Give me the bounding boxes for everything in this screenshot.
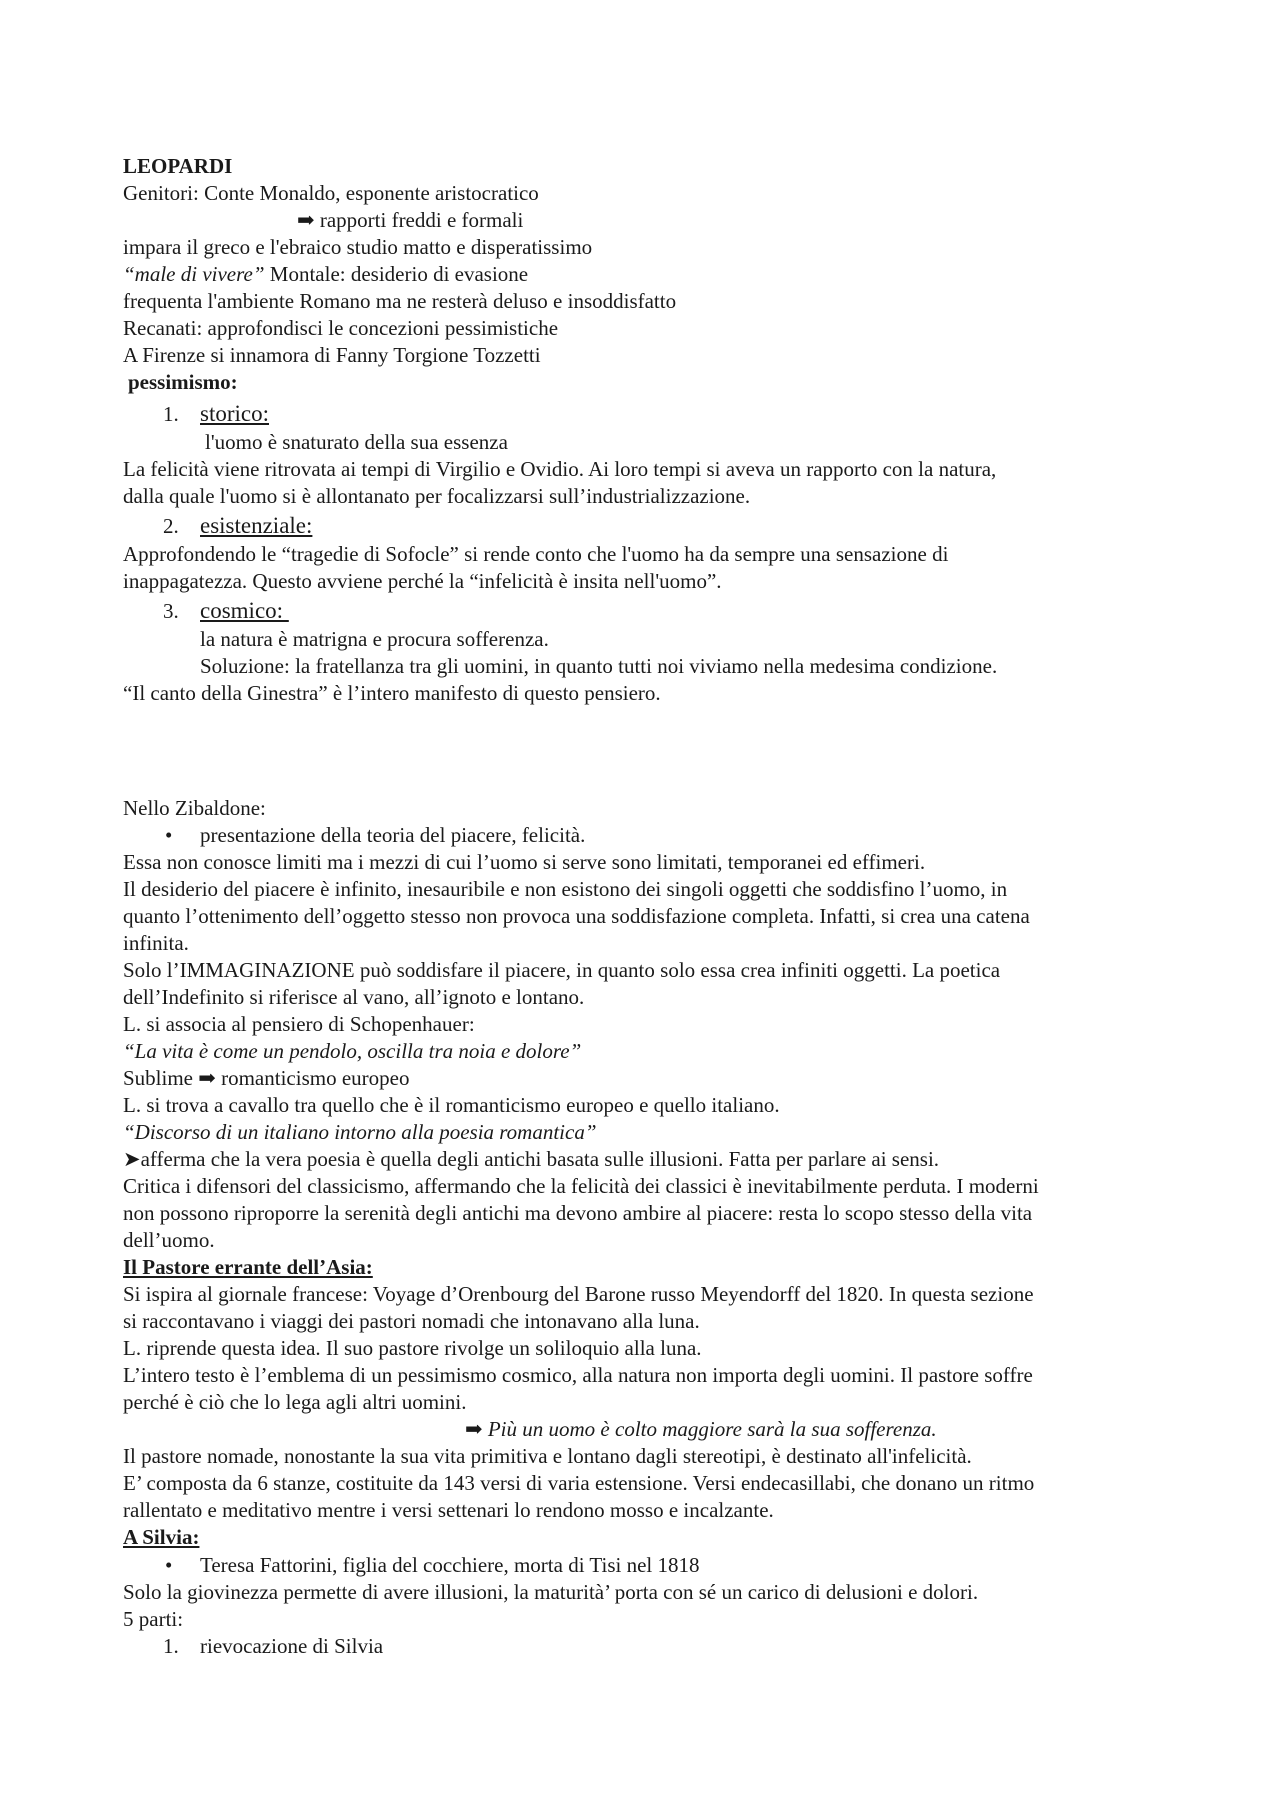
text-line: Soluzione: la fratellanza tra gli uomini, in quanto tutti noi viviamo nella medesima condizione. [200,654,998,678]
text-line: L. riprende questa idea. Il suo pastore rivolge un soliloquio alla luna. [123,1336,702,1360]
text-line: Il desiderio del piacere è infinito, inesauribile e non esistono dei singoli oggetti che soddisfino l’uomo, in [123,877,1008,901]
text-line: l'uomo è snaturato della sua essenza [205,430,508,454]
text-line: dell’Indefinito si riferisce al vano, all’ignoto e lontano. [123,985,585,1009]
text-line: L. si trova a cavallo tra quello che è il romanticismo europeo e quello italiano. [123,1093,780,1117]
text-line: si raccontavano i viaggi dei pastori nomadi che intonavano alla luna. [123,1309,700,1333]
arrow-icon: ➡ [465,1417,488,1441]
bullet-text: presentazione della teoria del piacere, felicità. [200,823,586,847]
list-number: 1. [163,402,179,426]
section-heading: A Silvia: [123,1525,200,1549]
list-number: 1. [163,1634,179,1658]
text-line: A Firenze si innamora di Fanny Torgione Tozzetti [123,343,541,367]
text-line: Genitori: Conte Monaldo, esponente aristocratico [123,181,539,205]
bullet-icon: • [165,823,173,847]
text-line: Approfondendo le “tragedie di Sofocle” si rende conto che l'uomo ha da sempre una sensazione di [123,542,949,566]
text-line: L. si associa al pensiero di Schopenhauer: [123,1012,475,1036]
text-line: perché è ciò che lo lega agli altri uomini. [123,1390,467,1414]
text-line: impara il greco e l'ebraico studio matto e disperatissimo [123,235,593,259]
text-line: non possono riproporre la serenità degli antichi ma devono ambire al piacere: resta lo scopo stesso della vita [123,1201,1033,1225]
text-line: dalla quale l'uomo si è allontanato per focalizzarsi sull’industrializzazione. [123,484,751,508]
text-line: Sublime ➡ romanticismo europeo [123,1066,410,1090]
text-line: dell’uomo. [123,1228,215,1252]
bullet-text: Teresa Fattorini, figlia del cocchiere, morta di Tisi nel 1818 [200,1553,700,1577]
page-title: LEOPARDI [123,154,233,178]
text-line: Il pastore nomade, nonostante la sua vita primitiva e lontano dagli stereotipi, è destinato all'infelicità. [123,1444,972,1468]
list-label: cosmico: [200,598,289,623]
text-line: quanto l’ottenimento dell’oggetto stesso non provoca una soddisfazione completa. Infatti, si crea una catena [123,904,1030,928]
list-number: 2. [163,514,179,538]
text-line: inappagatezza. Questo avviene perché la “infelicità è insita nell'uomo”. [123,569,722,593]
text-line: La felicità viene ritrovata ai tempi di Virgilio e Ovidio. Ai loro tempi si aveva un rapporto con la natura, [123,457,997,481]
text-span: Montale: desiderio di evasione [264,262,529,286]
bullet-icon: • [165,1553,173,1577]
list-number: 3. [163,599,179,623]
list-label: storico: [200,401,269,426]
quote-italic: “male di vivere” [123,262,265,286]
text-line: Essa non conosce limiti ma i mezzi di cui l’uomo si serve sono limitati, temporanei ed effimeri. [123,850,926,874]
text-line: Si ispira al giornale francese: Voyage d’Orenbourg del Barone russo Meyendorff del 1820. In questa sezione [123,1282,1034,1306]
quote-italic: Più un uomo è colto maggiore sarà la sua sofferenza. [487,1417,937,1441]
text-line: frequenta l'ambiente Romano ma ne resterà deluso e insoddisfatto [123,289,677,313]
text-line: E’ composta da 6 stanze, costituite da 143 versi di varia estensione. Versi endecasillabi, che donano un ritmo [123,1471,1035,1495]
text-line: rallentato e meditativo mentre i versi settenari lo rendono mosso e incalzante. [123,1498,774,1522]
section-heading: pessimismo: [128,370,238,394]
quote-italic: “Discorso di un italiano intorno alla poesia romantica” [123,1120,597,1144]
text-line: “Il canto della Ginestra” è l’intero manifesto di questo pensiero. [123,681,661,705]
text-line: Recanati: approfondisci le concezioni pessimistiche [123,316,559,340]
section-heading: Il Pastore errante dell’Asia: [123,1255,373,1279]
text-line [123,262,528,286]
text-line: infinita. [123,931,189,955]
text-line: ➡ rapporti freddi e formali [297,208,524,232]
text-line: Critica i difensori del classicismo, affermando che la felicità dei classici è inevitabilmente perduta. I moderni [123,1174,1039,1198]
text-line: la natura è matrigna e procura sofferenza. [200,627,549,651]
text-line: ➤afferma che la vera poesia è quella degli antichi basata sulle illusioni. Fatta per parlare ai sensi. [123,1147,940,1171]
text-line [465,1417,937,1441]
text-line: 5 parti: [123,1607,184,1631]
text-line: Solo l’IMMAGINAZIONE può soddisfare il piacere, in quanto solo essa crea infiniti oggetti. La poetica [123,958,1001,982]
text-line: Nello Zibaldone: [123,796,266,820]
text-line: Solo la giovinezza permette di avere illusioni, la maturità’ porta con sé un carico di delusioni e dolori. [123,1580,979,1604]
quote-italic: “La vita è come un pendolo, oscilla tra noia e dolore” [123,1039,582,1063]
list-label: esistenziale: [200,513,313,538]
text-line: L’intero testo è l’emblema di un pessimismo cosmico, alla natura non importa degli uomini. Il pastore soffre [123,1363,1033,1387]
list-label: rievocazione di Silvia [200,1634,384,1658]
